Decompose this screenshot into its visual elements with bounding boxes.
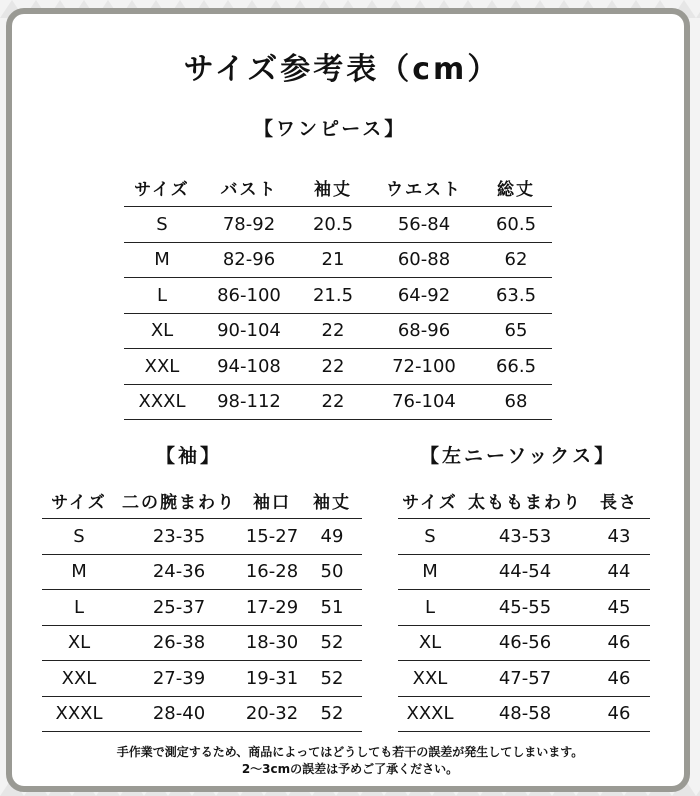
table-cell: L bbox=[73, 596, 85, 618]
header-cell: 太ももまわり bbox=[468, 492, 582, 513]
table-cell: 28-40 bbox=[152, 703, 206, 725]
table-row bbox=[398, 518, 650, 555]
table-row bbox=[42, 626, 362, 662]
header-cell: サイズ bbox=[51, 492, 107, 513]
table-cell: 68 bbox=[504, 391, 528, 413]
table-cell: 78-92 bbox=[222, 213, 276, 235]
header-cell: 袖口 bbox=[253, 492, 291, 513]
table-row bbox=[398, 626, 650, 662]
table-cell: 46 bbox=[607, 632, 631, 654]
table-cell: XXXL bbox=[138, 391, 186, 413]
table-cell: 24-36 bbox=[152, 561, 206, 583]
table-cell: 15-27 bbox=[245, 525, 299, 547]
header-cell: 二の腕まわり bbox=[122, 492, 236, 513]
table-row bbox=[124, 206, 552, 243]
table-cell: 20-32 bbox=[245, 703, 299, 725]
onepiece-table-body bbox=[124, 206, 552, 420]
table-cell: XXXL bbox=[406, 703, 454, 725]
header-cell: ウエスト bbox=[386, 179, 462, 200]
table-row bbox=[398, 697, 650, 733]
table-cell: 16-28 bbox=[245, 561, 299, 583]
table-row bbox=[124, 385, 552, 421]
table-cell: XL bbox=[67, 632, 91, 654]
table-row bbox=[398, 590, 650, 626]
table-cell: 52 bbox=[320, 703, 344, 725]
table-row bbox=[124, 278, 552, 314]
table-cell: 82-96 bbox=[222, 249, 276, 271]
page-title: サイズ参考表（cm） bbox=[183, 52, 501, 87]
note-line-1: 手作業で測定するため、商品によってはどうしても若干の誤差が発生してしまいます。 bbox=[116, 745, 584, 759]
table-cell: S bbox=[156, 213, 168, 235]
table-cell: 52 bbox=[320, 667, 344, 689]
sleeve-header-row bbox=[42, 482, 362, 518]
table-cell: 68-96 bbox=[397, 320, 451, 342]
table-cell: 18-30 bbox=[245, 632, 299, 654]
table-cell: 23-35 bbox=[152, 525, 206, 547]
table-cell: 27-39 bbox=[152, 667, 206, 689]
table-cell: 65 bbox=[504, 320, 528, 342]
table-cell: XL bbox=[418, 632, 442, 654]
table-cell: 46-56 bbox=[498, 632, 552, 654]
table-cell: 63.5 bbox=[495, 284, 537, 306]
measurement-note bbox=[0, 744, 700, 778]
table-cell: 47-57 bbox=[498, 667, 552, 689]
header-cell: サイズ bbox=[134, 179, 190, 200]
table-cell: M bbox=[154, 249, 170, 271]
sleeve-table bbox=[42, 482, 362, 732]
table-row bbox=[398, 555, 650, 591]
table-cell: 76-104 bbox=[392, 391, 456, 413]
header-cell: 袖丈 bbox=[314, 179, 352, 200]
table-cell: 46 bbox=[607, 667, 631, 689]
table-cell: XXL bbox=[412, 667, 448, 689]
sleeve-section-title: 【袖】 bbox=[156, 445, 223, 467]
table-cell: S bbox=[424, 525, 436, 547]
table-cell: 60.5 bbox=[495, 213, 537, 235]
table-row bbox=[124, 314, 552, 350]
table-cell: XXL bbox=[61, 667, 97, 689]
table-cell: 45-55 bbox=[498, 596, 552, 618]
table-row bbox=[42, 555, 362, 591]
table-cell: 51 bbox=[320, 596, 344, 618]
onepiece-header-row bbox=[124, 168, 552, 206]
table-cell: 62 bbox=[504, 249, 528, 271]
table-cell: 20.5 bbox=[312, 213, 354, 235]
table-cell: 44-54 bbox=[498, 561, 552, 583]
table-cell: 48-58 bbox=[498, 703, 552, 725]
table-row bbox=[42, 518, 362, 555]
table-cell: 52 bbox=[320, 632, 344, 654]
table-cell: 44 bbox=[607, 561, 631, 583]
table-cell: M bbox=[71, 561, 87, 583]
socks-section-title: 【左ニーソックス】 bbox=[420, 445, 617, 467]
table-row bbox=[124, 243, 552, 279]
table-cell: 26-38 bbox=[152, 632, 206, 654]
table-cell: 21 bbox=[321, 249, 345, 271]
socks-header-row bbox=[398, 482, 650, 518]
table-cell: 94-108 bbox=[217, 355, 281, 377]
table-cell: 64-92 bbox=[397, 284, 451, 306]
table-cell: XXXL bbox=[55, 703, 103, 725]
table-row bbox=[42, 661, 362, 697]
table-cell: 90-104 bbox=[217, 320, 281, 342]
header-cell: 総丈 bbox=[497, 179, 535, 200]
table-cell: 19-31 bbox=[245, 667, 299, 689]
table-cell: 60-88 bbox=[397, 249, 451, 271]
table-cell: 56-84 bbox=[397, 213, 451, 235]
table-cell: 22 bbox=[321, 355, 345, 377]
table-row bbox=[42, 697, 362, 733]
table-cell: L bbox=[424, 596, 436, 618]
header-cell: 袖丈 bbox=[313, 492, 351, 513]
table-cell: 49 bbox=[320, 525, 344, 547]
table-cell: M bbox=[422, 561, 438, 583]
table-row bbox=[124, 349, 552, 385]
table-cell: XL bbox=[150, 320, 174, 342]
table-cell: 46 bbox=[607, 703, 631, 725]
table-cell: 22 bbox=[321, 320, 345, 342]
table-cell: 22 bbox=[321, 391, 345, 413]
table-row bbox=[42, 590, 362, 626]
table-row bbox=[398, 661, 650, 697]
header-cell: サイズ bbox=[402, 492, 458, 513]
table-cell: 50 bbox=[320, 561, 344, 583]
header-cell: バスト bbox=[220, 179, 278, 200]
socks-table-body bbox=[398, 518, 650, 732]
table-cell: 66.5 bbox=[495, 355, 537, 377]
onepiece-table bbox=[124, 168, 552, 420]
table-cell: 86-100 bbox=[217, 284, 281, 306]
table-cell: 21.5 bbox=[312, 284, 354, 306]
table-cell: XXL bbox=[144, 355, 180, 377]
table-cell: 43-53 bbox=[498, 525, 552, 547]
onepiece-section-title: 【ワンピース】 bbox=[254, 118, 407, 140]
table-cell: L bbox=[156, 284, 168, 306]
table-cell: 45 bbox=[607, 596, 631, 618]
header-cell: 長さ bbox=[600, 492, 638, 513]
note-line-2: 2〜3cmの誤差は予めご了承ください。 bbox=[241, 762, 459, 776]
table-cell: S bbox=[73, 525, 85, 547]
socks-table bbox=[398, 482, 650, 732]
table-cell: 72-100 bbox=[392, 355, 456, 377]
table-cell: 17-29 bbox=[245, 596, 299, 618]
table-cell: 43 bbox=[607, 525, 631, 547]
table-cell: 98-112 bbox=[217, 391, 281, 413]
sleeve-table-body bbox=[42, 518, 362, 732]
table-cell: 25-37 bbox=[152, 596, 206, 618]
